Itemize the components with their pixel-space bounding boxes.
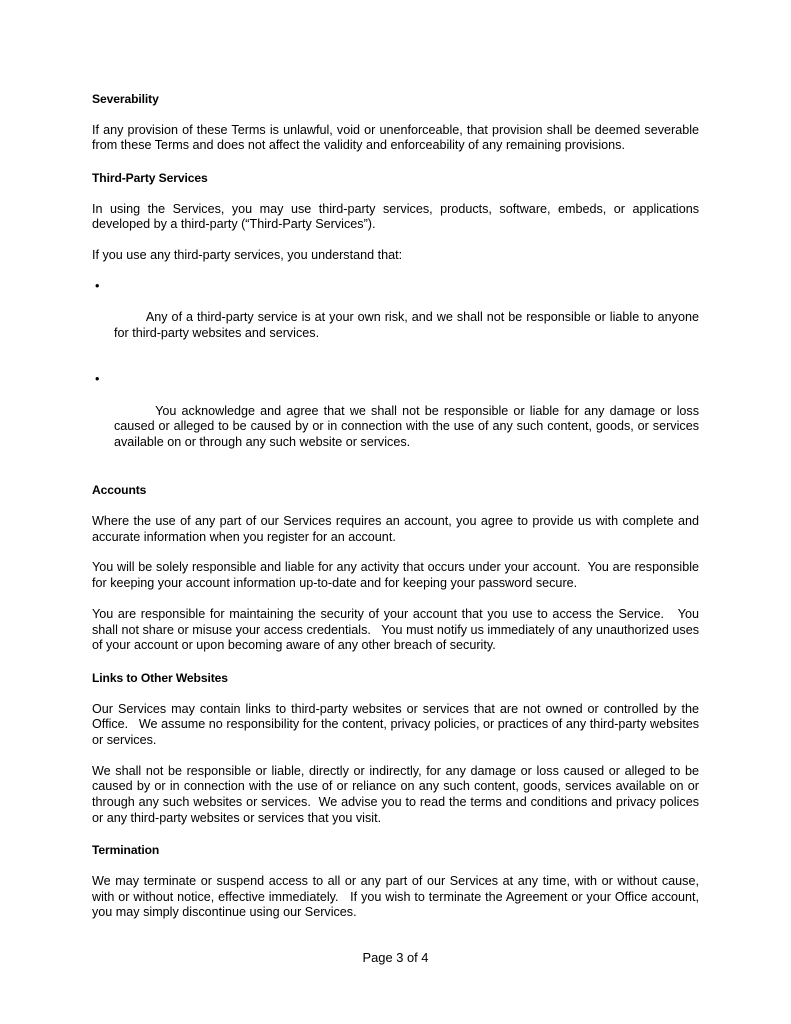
- paragraph-links-1: Our Services may contain links to third-party websites or services that are not owned or controlled by the Office. We assume no responsibility for the content, privacy policies, or practices of any third-party websites or services.: [92, 701, 703, 747]
- spacer: [92, 108, 699, 123]
- paragraph-severability-1: If any provision of these Terms is unlawful, void or unenforceable, that provision shall be deemed severable from these Terms and does not affect the validity and enforceability of any remaining provisions.: [92, 122, 703, 153]
- list-item: [92, 372, 703, 466]
- list-item-text: You acknowledge and agree that we shall not be responsible or liable for any damage or loss caused or alleged to be caused by or in connection with the use of any such content, goods, or services available on or through any such website or services.: [114, 403, 703, 450]
- paragraph-termination-1: We may terminate or suspend access to all or any part of our Services at any time, with or without cause, with or without notice, effective immediately. If you wish to terminate the Agreement or your Office account, you may simply discontinue using our Services.: [92, 874, 703, 920]
- spacer: [92, 187, 699, 202]
- section-heading-termination: Termination: [92, 843, 160, 858]
- spacer: [92, 357, 699, 372]
- section-heading-severability: Severability: [92, 92, 159, 106]
- bullet-icon: •: [95, 278, 100, 293]
- bullet-icon: •: [95, 372, 100, 387]
- list-item: [92, 278, 703, 358]
- spacer: [92, 687, 699, 702]
- spacer: [92, 264, 699, 279]
- section-heading-links-to-other-websites: Links to Other Websites: [92, 670, 228, 685]
- spacer: [92, 154, 699, 171]
- spacer: [92, 654, 699, 671]
- paragraph-links-2: We shall not be responsible or liable, directly or indirectly, for any damage or loss caused or alleged to be caused by or in connection with the use of or reliance on any such content, goods, services available on or through any such websites or services. We advise you to read the terms and conditions and privacy polices or any third-party websites or services that you visit.: [92, 763, 703, 825]
- spacer: [92, 233, 699, 248]
- paragraph-accounts-3: You are responsible for maintaining the security of your account that you use to access the Service. You shall not share or misuse your access credentials. You must notify us immediately of any unauthorized uses of your account or upon becoming aware of any other breach of security.: [92, 606, 703, 653]
- spacer: [92, 826, 699, 843]
- paragraph-accounts-2: You will be solely responsible and liable for any activity that occurs under your account. You are responsible for keeping your account information up-to-date and for keeping your password secure.: [92, 560, 703, 591]
- section-heading-accounts: Accounts: [92, 483, 147, 498]
- document-body: [92, 92, 703, 921]
- page-footer: Page 3 of 4: [362, 950, 429, 965]
- paragraph-third-party-2: If you use any third-party services, you understand that:: [92, 248, 403, 262]
- spacer: [92, 545, 699, 560]
- spacer: [92, 749, 699, 764]
- paragraph-accounts-1: Where the use of any part of our Services requires an account, you agree to provide us with complete and accurate information when you register for an account.: [92, 514, 703, 544]
- spacer: [92, 592, 699, 607]
- spacer: [92, 859, 699, 874]
- spacer: [92, 499, 699, 514]
- section-heading-third-party-services: Third-Party Services: [92, 171, 208, 185]
- third-party-bullet-list: [92, 278, 703, 467]
- list-item-text: Any of a third-party service is at your own risk, and we shall not be responsible or liable to anyone for third-party websites and services.: [114, 310, 703, 340]
- paragraph-third-party-1: In using the Services, you may use third-party services, products, software, embeds, or applications developed by a third-party (“Third-Party Services”).: [92, 201, 703, 232]
- spacer: [92, 466, 699, 483]
